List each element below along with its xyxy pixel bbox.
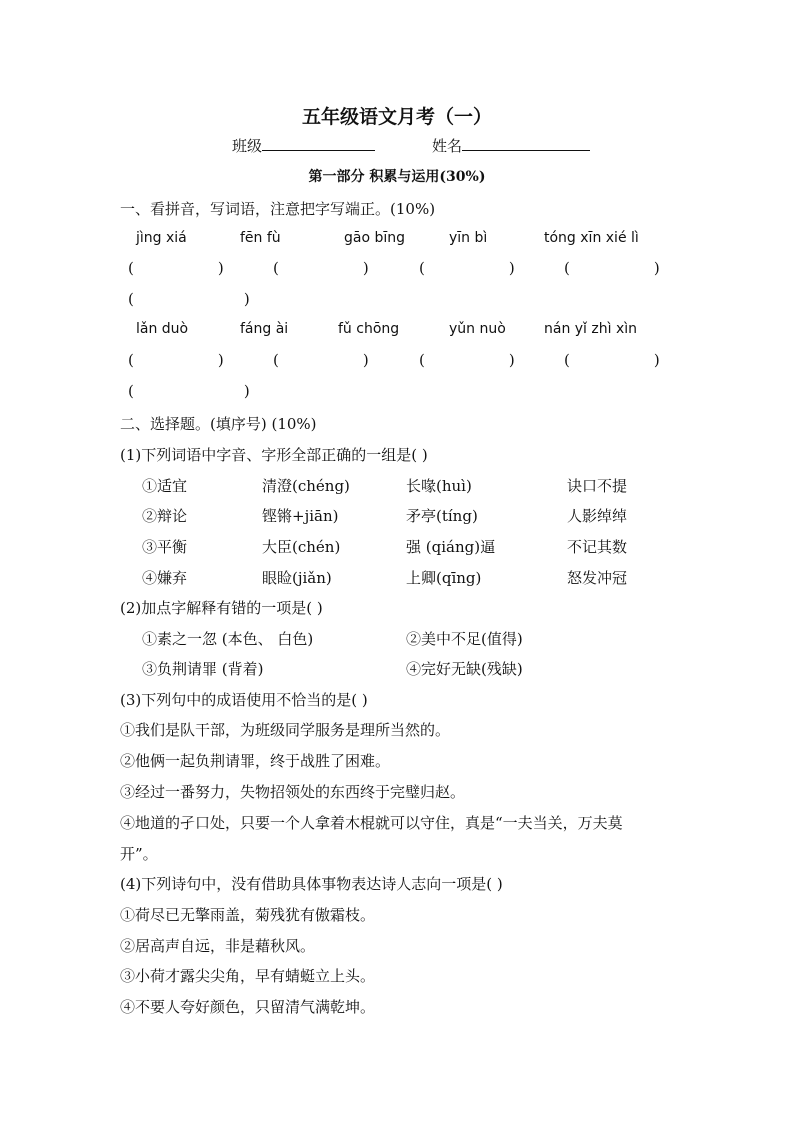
pinyin-item: fáng ài [240,321,289,337]
option-cell: 铿锵+jiān) [262,507,339,525]
list-item: ④不要人夸好颜色，只留清气满乾坤。 [120,998,376,1016]
list-item: ①我们是队干部，为班级同学服务是理所当然的。 [120,721,451,739]
answer-blank[interactable]: ( ) [273,351,369,369]
answer-blank[interactable]: ( ) [564,351,660,369]
pinyin-item: fēn fù [240,230,281,246]
option-cell: 强 (qiáng)逼 [406,538,496,556]
option-cell: 清澄(chéng) [262,477,350,495]
option-cell: ④完好无缺(残缺) [406,660,523,678]
answer-blank[interactable]: ( ) [128,259,224,277]
answer-blank[interactable]: ( ) [273,259,369,277]
pinyin-item: yǔn nuò [449,321,506,337]
question-3-stem: (3)下列句中的成语使用不恰当的是( ) [120,691,368,709]
class-blank[interactable] [262,136,375,151]
option-cell: ①适宜 [142,477,188,495]
pinyin-item: tóng xīn xié lì [544,230,639,246]
part-heading: 第一部分 积累与运用(30%) [308,169,486,185]
pinyin-item: jìng xiá [136,230,187,246]
answer-blank[interactable]: ( ) [128,382,250,400]
answer-blank[interactable]: ( ) [128,351,224,369]
name-label: 姓名 [432,137,463,155]
list-item: ④地道的孑口处，只要一个人拿着木棍就可以守住，真是“一夫当关，万夫莫 [120,814,623,832]
section2-heading: 二、选择题。(填序号) (10%) [120,415,317,433]
class-field[interactable] [232,135,375,156]
page-title: 五年级语文月考（一） [301,106,492,128]
option-cell: ③平衡 [142,538,188,556]
pinyin-item: nán yǐ zhì xìn [544,321,638,337]
option-cell: 人影绰绰 [567,507,628,525]
option-cell: 不记其数 [567,538,628,556]
answer-blank[interactable]: ( ) [419,351,515,369]
option-cell: ④嫌弃 [142,569,188,587]
list-item: ③小荷才露尖尖角，早有蜻蜓立上头。 [120,967,376,985]
name-blank[interactable] [462,136,590,151]
question-1-stem: (1)下列词语中字音、字形全部正确的一组是( ) [120,446,428,464]
option-cell: ①素之一忽 (本色、 白色) [142,630,314,648]
option-cell: 矛亭(tíng) [406,507,478,525]
question-2-stem: (2)加点字解释有错的一项是( ) [120,599,323,617]
option-cell: 眼睑(jiǎn) [262,569,332,587]
list-item: 开”。 [120,845,158,863]
option-cell: 怒发冲冠 [567,569,628,587]
answer-blank[interactable]: ( ) [564,259,660,277]
section1-heading: 一、看拼音，写词语，注意把字写端正。(10%) [120,200,436,218]
option-cell: 上卿(qīng) [406,569,482,587]
option-cell: ③负荆请罪 (背着) [142,660,264,678]
option-cell: 诀口不提 [567,477,628,495]
pinyin-item: gāo bīng [344,230,406,246]
answer-blank[interactable]: ( ) [128,290,250,308]
option-cell: ②辩论 [142,507,188,525]
class-label: 班级 [232,137,263,155]
pinyin-item: fǔ chōng [338,321,400,337]
pinyin-item: yīn bì [449,230,488,246]
option-cell: 大臣(chén) [262,538,341,556]
list-item: ①荷尽已无擎雨盖，菊残犹有傲霜枝。 [120,906,376,924]
name-field[interactable] [432,135,590,156]
option-cell: ②美中不足(值得) [406,630,523,648]
list-item: ②他俩一起负荆请罪，终于战胜了困难。 [120,752,391,770]
answer-blank[interactable]: ( ) [419,259,515,277]
question-4-stem: (4)下列诗句中，没有借助具体事物表达诗人志向一项是( ) [120,875,503,893]
option-cell: 长喙(huì) [406,477,472,495]
list-item: ②居高声自远，非是藉秋风。 [120,937,316,955]
list-item: ③经过一番努力，失物招领处的东西终于完璧归赵。 [120,783,466,801]
pinyin-item: lǎn duò [136,321,189,337]
